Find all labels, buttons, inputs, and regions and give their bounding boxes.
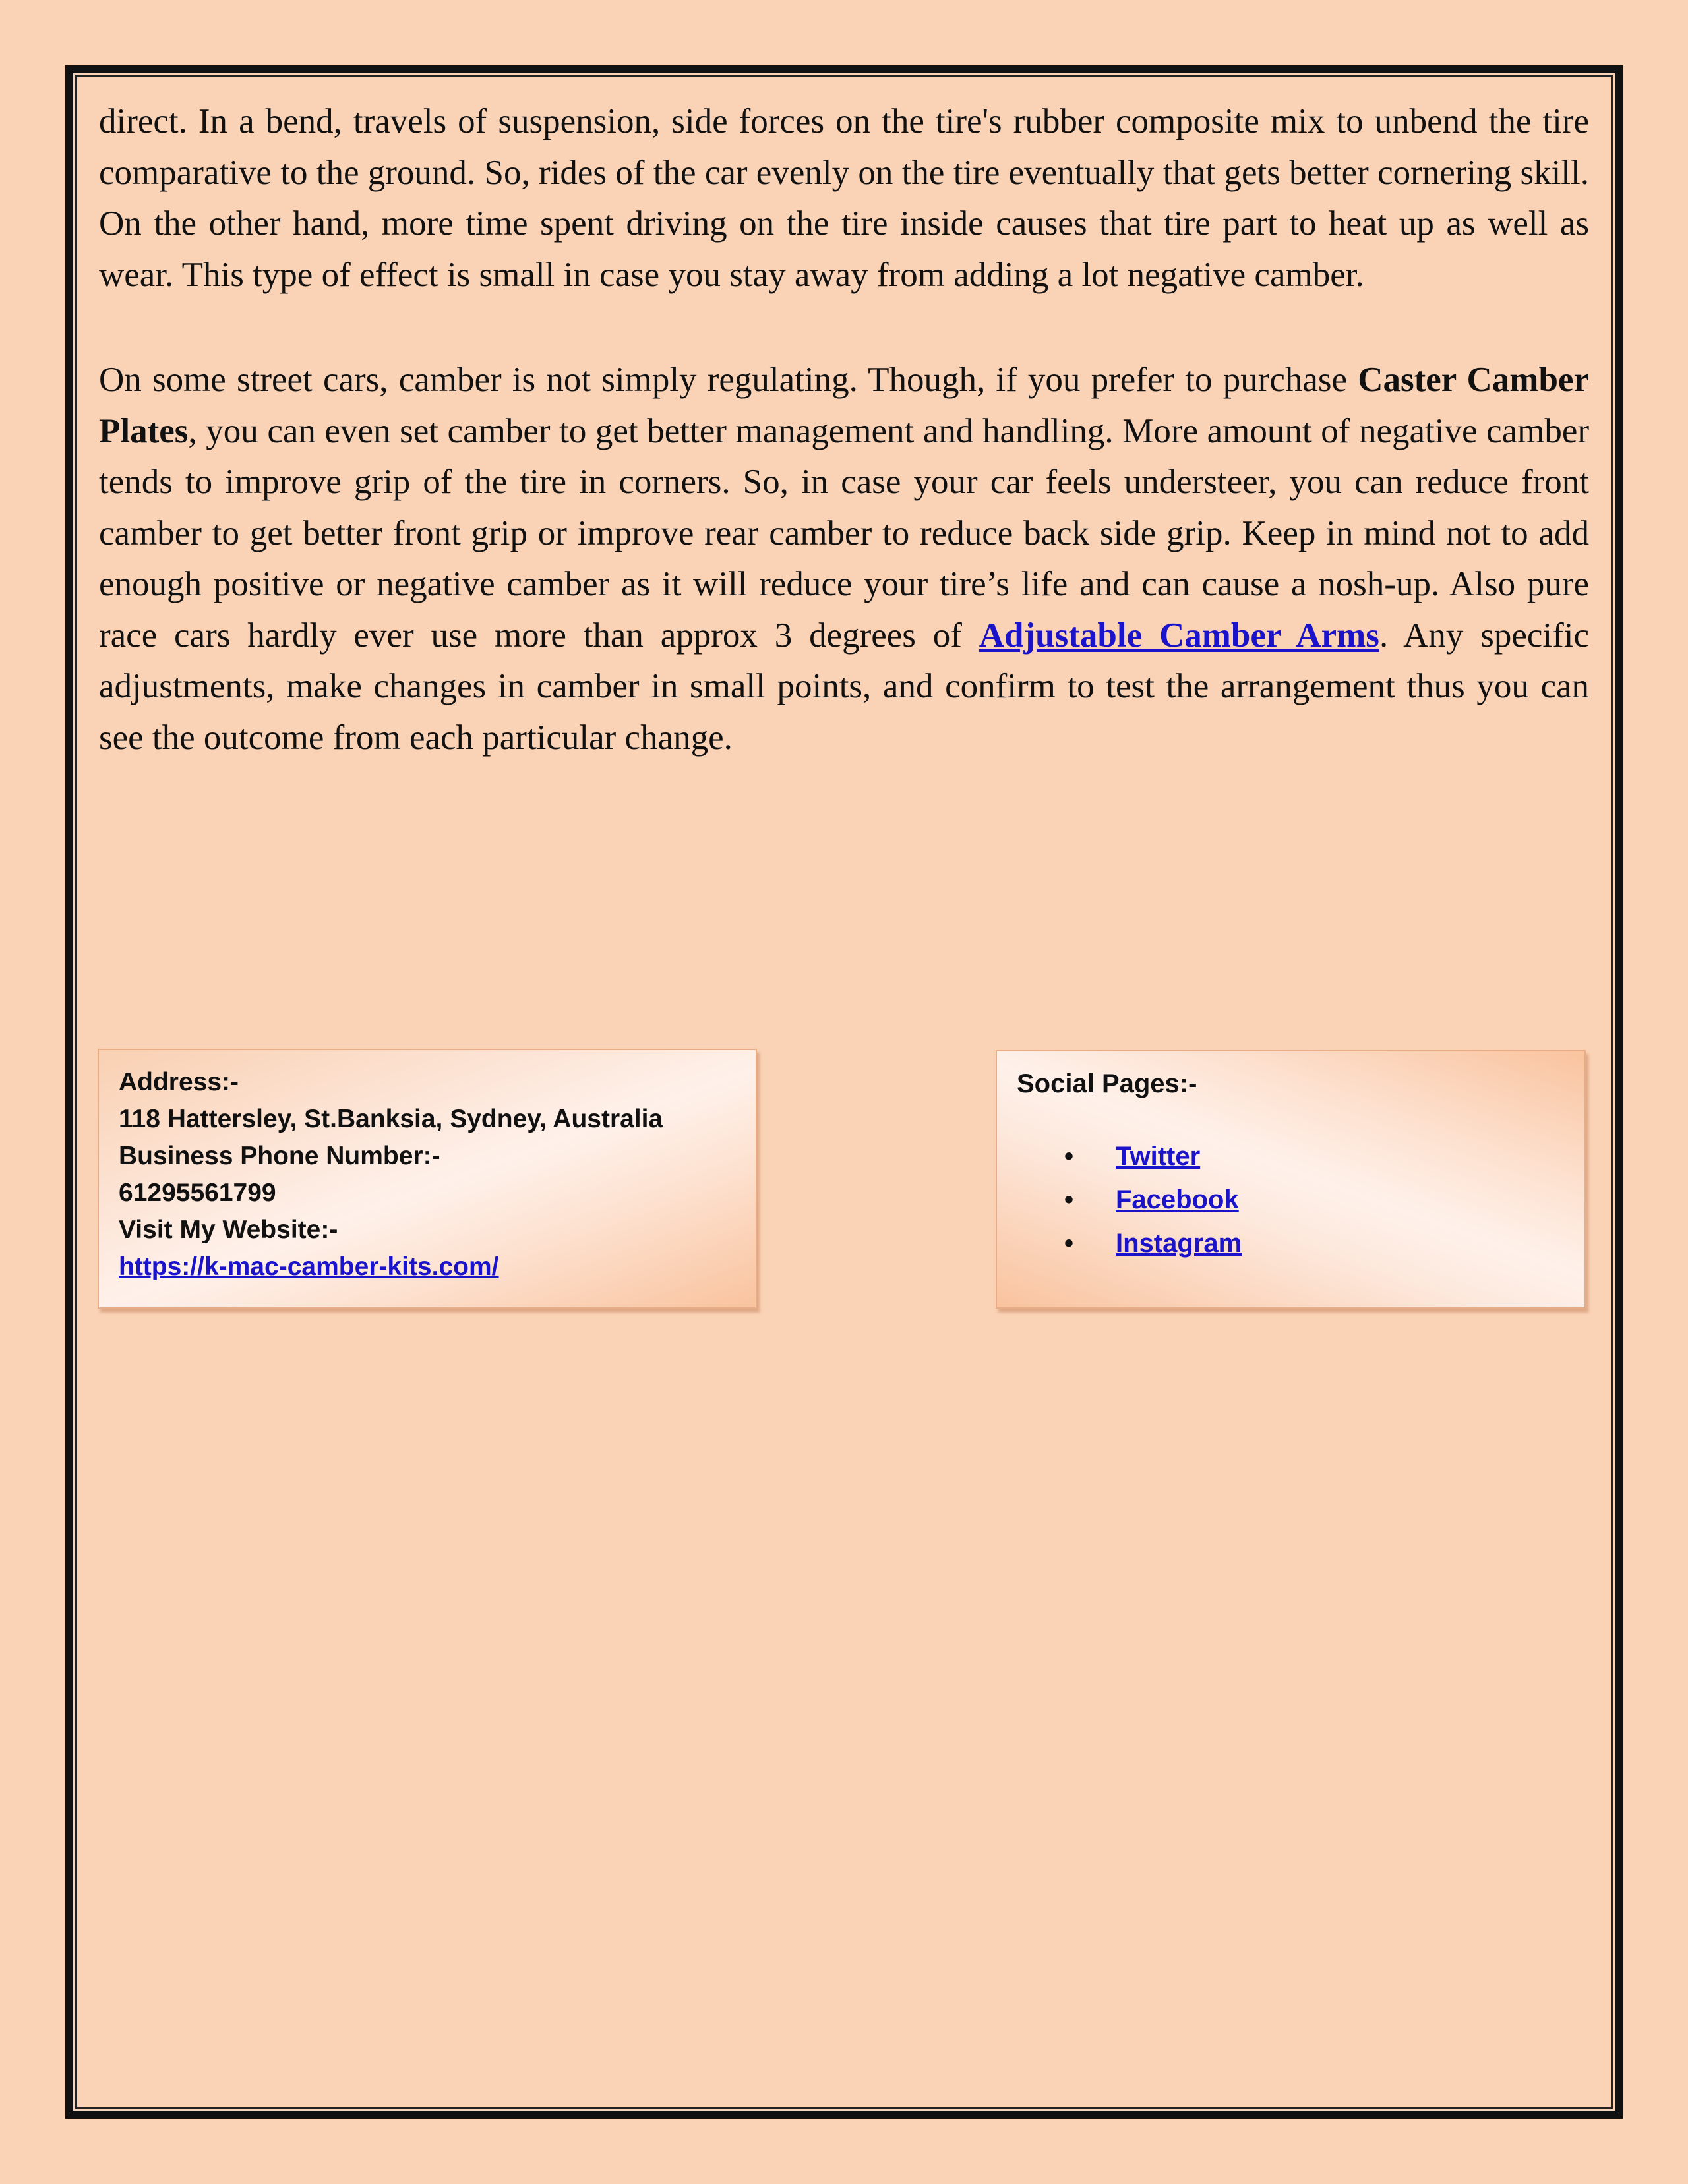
- instagram-link[interactable]: Instagram: [1116, 1229, 1242, 1258]
- product-name-bold: Caster Camber Plates: [99, 361, 1589, 450]
- address-card: [98, 1049, 757, 1309]
- bullet-icon: •: [1064, 1142, 1074, 1171]
- bullet-icon: •: [1064, 1229, 1074, 1258]
- adjustable-camber-arms-link[interactable]: Adjustable Camber Arms: [979, 616, 1379, 655]
- website-link[interactable]: https://k-mac-camber-kits.com/: [119, 1253, 499, 1281]
- social-pages-title: Social Pages:-: [1017, 1069, 1197, 1098]
- bullet-icon: •: [1064, 1185, 1074, 1214]
- phone-label: Business Phone Number:-: [119, 1142, 440, 1170]
- article-body: [99, 96, 1589, 763]
- website-label: Visit My Website:-: [119, 1216, 338, 1244]
- paragraph-camber-adjustment: [99, 355, 1589, 763]
- paragraph-text: On some street cars, camber is not simply regulating. Though, if you prefer to purchase: [99, 361, 1358, 399]
- social-pages-card: [996, 1050, 1586, 1309]
- list-item: [1017, 1222, 1565, 1265]
- paragraph-text: . Any specific adjustments, make changes in camber in small points, and confirm to test the arrangement thus you can see the outcome from each particular change.: [99, 616, 1589, 757]
- social-links-list: [1017, 1135, 1565, 1265]
- paragraph-text: , you can even set camber to get better management and handling. More amount of negative camber tends to improve grip of the tire in corners. So, in case your car feels understeer, you can reduce front camber to get better front grip or improve rear camber to reduce back side grip. Keep in mind not to add enough positive or negative camber as it will reduce your tire’s life and can cause a nosh-up. Also pure race cars hardly ever use more than approx 3 degrees of: [99, 411, 1589, 655]
- address-label: Address:-: [119, 1068, 239, 1096]
- phone-value: 61295561799: [119, 1179, 276, 1207]
- facebook-link[interactable]: Facebook: [1116, 1185, 1239, 1214]
- twitter-link[interactable]: Twitter: [1116, 1142, 1201, 1171]
- list-item: [1017, 1135, 1565, 1178]
- paragraph-camber-effects: direct. In a bend, travels of suspension, side forces on the tire's rubber composite mix to unbend the tire comparative to the ground. So, rides of the car evenly on the tire eventually that gets better cornering skill. On the other hand, more time spent driving on the tire inside causes that tire part to heat up as well as wear. This type of effect is small in case you stay away from adding a lot negative camber.: [99, 102, 1589, 294]
- address-value: 118 Hattersley, St.Banksia, Sydney, Australia: [119, 1105, 663, 1133]
- list-item: [1017, 1178, 1565, 1222]
